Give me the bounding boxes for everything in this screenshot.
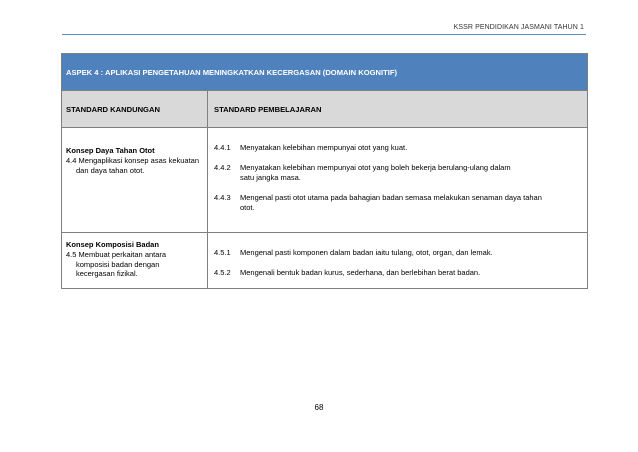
- standard-number: 4.5: [66, 250, 77, 259]
- standard-description: Mengaplikasi konsep asas kekuatan dan daya tahan otot.: [76, 156, 200, 175]
- standard-pembelajaran-cell: [208, 128, 588, 233]
- item-number: 4.4.3: [214, 193, 231, 202]
- item-number: 4.4.1: [214, 143, 231, 152]
- page-number: 68: [314, 403, 324, 412]
- document-header: KSSR PENDIDIKAN JASMANI TAHUN 1: [453, 24, 584, 31]
- section-title: Konsep Daya Tahan Otot: [66, 146, 155, 155]
- list-item: [214, 193, 583, 213]
- standard-description: Membuat perkaitan antara komposisi badan dengan kecergasan fizikal.: [76, 250, 167, 278]
- item-number: 4.5.2: [214, 268, 231, 277]
- table-row: [62, 233, 588, 289]
- item-text: Menyatakan kelebihan mempunyai otot yang boleh bekerja berulang-ulang dalam satu jangka masa.: [240, 163, 511, 182]
- item-text: Mengenal pasti otot utama pada bahagian badan semasa melakukan senaman daya tahan otot.: [240, 193, 542, 212]
- list-item: [214, 143, 583, 153]
- list-item: [214, 268, 583, 278]
- header-rule: [62, 34, 586, 35]
- list-item: [214, 248, 583, 258]
- aspect-row: [62, 54, 588, 91]
- standard-pembelajaran-cell: [208, 233, 588, 289]
- aspect-title: ASPEK 4 : APLIKASI PENGETAHUAN MENINGKATKAN KECERGASAN (DOMAIN KOGNITIF): [62, 54, 588, 91]
- standard-number: 4.4: [66, 156, 77, 165]
- item-number: 4.5.1: [214, 248, 231, 257]
- item-text: Mengenal pasti komponen dalam badan iaitu tulang, otot, organ, dan lemak.: [240, 248, 493, 257]
- standard-kandungan-text: [66, 156, 203, 175]
- item-number: 4.4.2: [214, 163, 231, 172]
- column-header-row: [62, 91, 588, 128]
- standard-kandungan-text: [66, 250, 203, 279]
- column-header-standard-kandungan: STANDARD KANDUNGAN: [62, 91, 208, 128]
- curriculum-table: [61, 53, 588, 289]
- item-text: Mengenali bentuk badan kurus, sederhana, dan berlebihan berat badan.: [240, 268, 481, 277]
- section-title: Konsep Komposisi Badan: [66, 240, 159, 249]
- standard-kandungan-cell: [62, 128, 208, 233]
- standard-kandungan-cell: [62, 233, 208, 289]
- column-header-standard-pembelajaran: STANDARD PEMBELAJARAN: [208, 91, 588, 128]
- item-text: Menyatakan kelebihan mempunyai otot yang kuat.: [240, 143, 408, 152]
- list-item: [214, 163, 583, 183]
- table-row: [62, 128, 588, 233]
